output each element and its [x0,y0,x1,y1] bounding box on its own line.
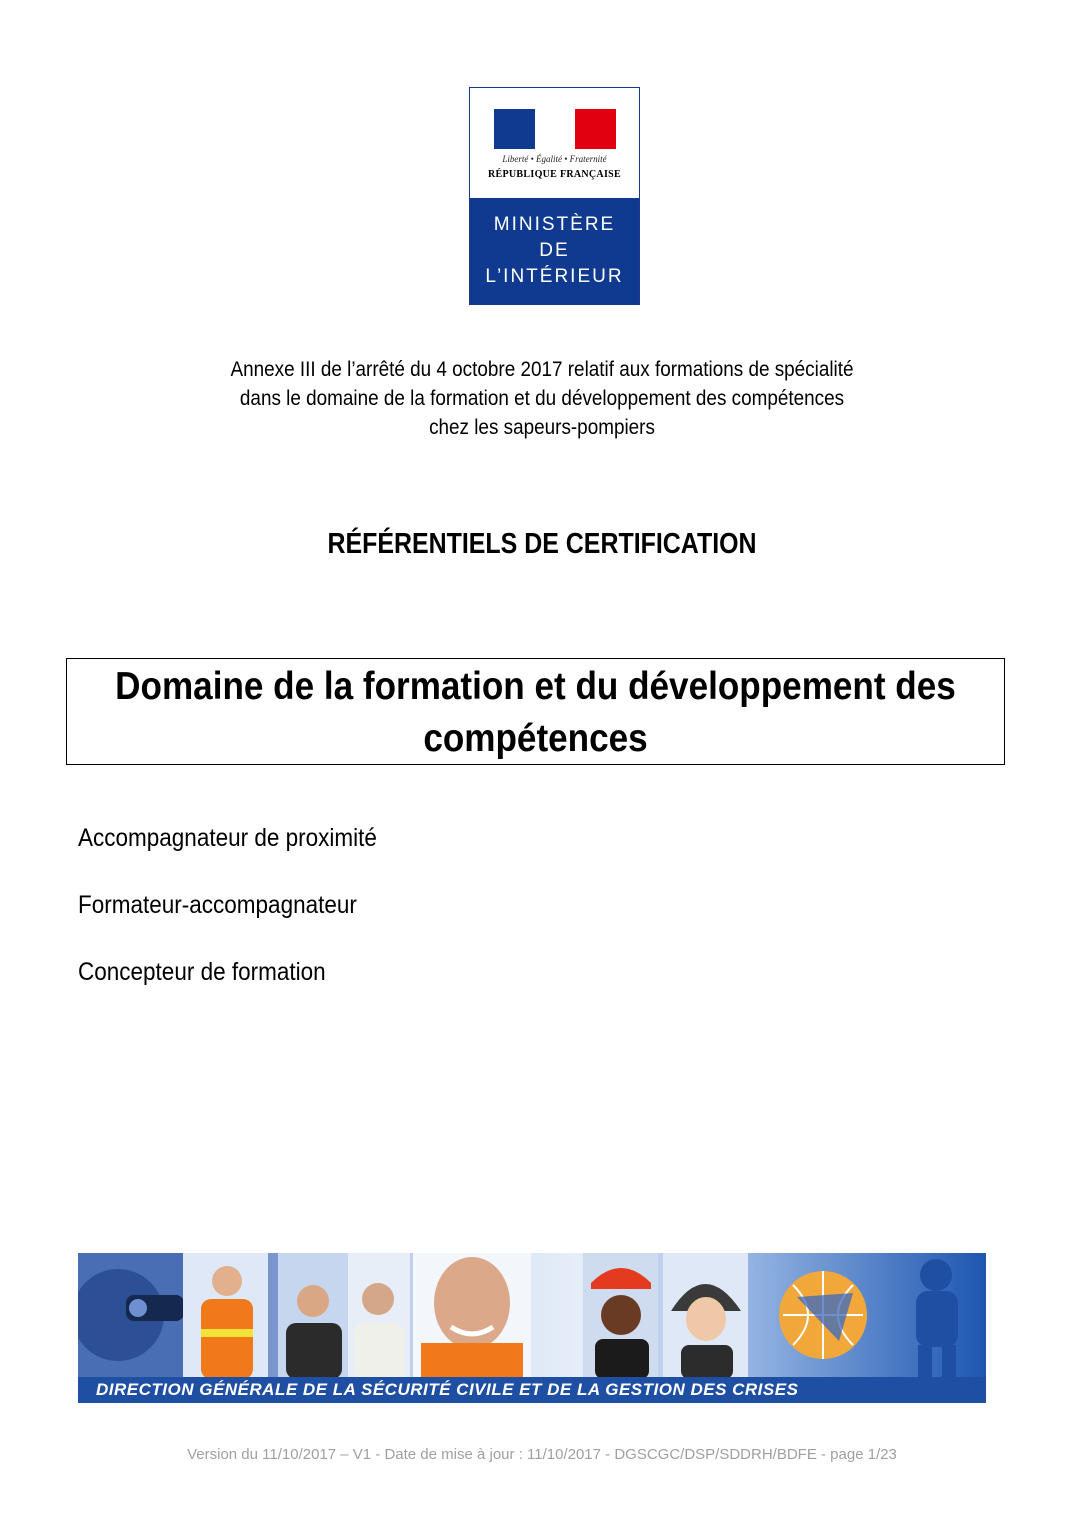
helmet-visor-icon [78,1253,188,1379]
bomb-suit-icon [888,1253,978,1379]
ministry-line: DE [539,240,570,261]
ministry-line: L’INTÉRIEUR [485,266,624,287]
banner-text: DIRECTION GÉNÉRALE DE LA SÉCURITÉ CIVILE ET DE LA GESTION DES CRISES [78,1377,986,1403]
annex-line: Annexe III de l’arrêté du 4 octobre 2017 relatif aux formations de spécialité [230,358,854,381]
annex-line: chez les sapeurs-pompiers [429,416,655,439]
rescuer-photo-icon [413,1253,531,1379]
list-item: Concepteur de formation [78,958,326,986]
officer-photo-icon [348,1253,410,1379]
globe-icon [773,1253,873,1379]
list-item: Formateur-accompagnateur [78,891,357,919]
ministry-name-block [470,198,639,304]
document-heading: RÉFÉRENTIELS DE CERTIFICATION [327,528,757,560]
republic-motto: Liberté • Égalité • Fraternité [502,154,607,164]
domain-title-box [66,658,1005,765]
firefighter-photo-icon [183,1253,268,1379]
marianne-flag-icon [494,109,616,149]
republic-name: RÉPUBLIQUE FRANÇAISE [488,169,621,180]
list-item: Accompagnateur de proximité [78,824,377,852]
ministry-logo [469,87,640,305]
domain-title: Domaine de la formation et du développement des compétences [115,665,956,760]
certification-list [78,820,410,1021]
annex-reference [144,355,940,442]
page-footer: Version du 11/10/2017 – V1 - Date de mise à jour : 11/10/2017 - DGSCGC/DSP/SDDRH/BDFE - page 1/23 [187,1446,897,1463]
annex-line: dans le domaine de la formation et du développement des compétences [239,387,845,410]
ministry-line: MINISTÈRE [493,214,616,235]
dgscgc-banner [78,1253,986,1403]
firefighter-helmet-photo-icon [583,1253,658,1379]
pilot-photo-icon [278,1253,348,1379]
woman-helmet-photo-icon [663,1253,748,1379]
